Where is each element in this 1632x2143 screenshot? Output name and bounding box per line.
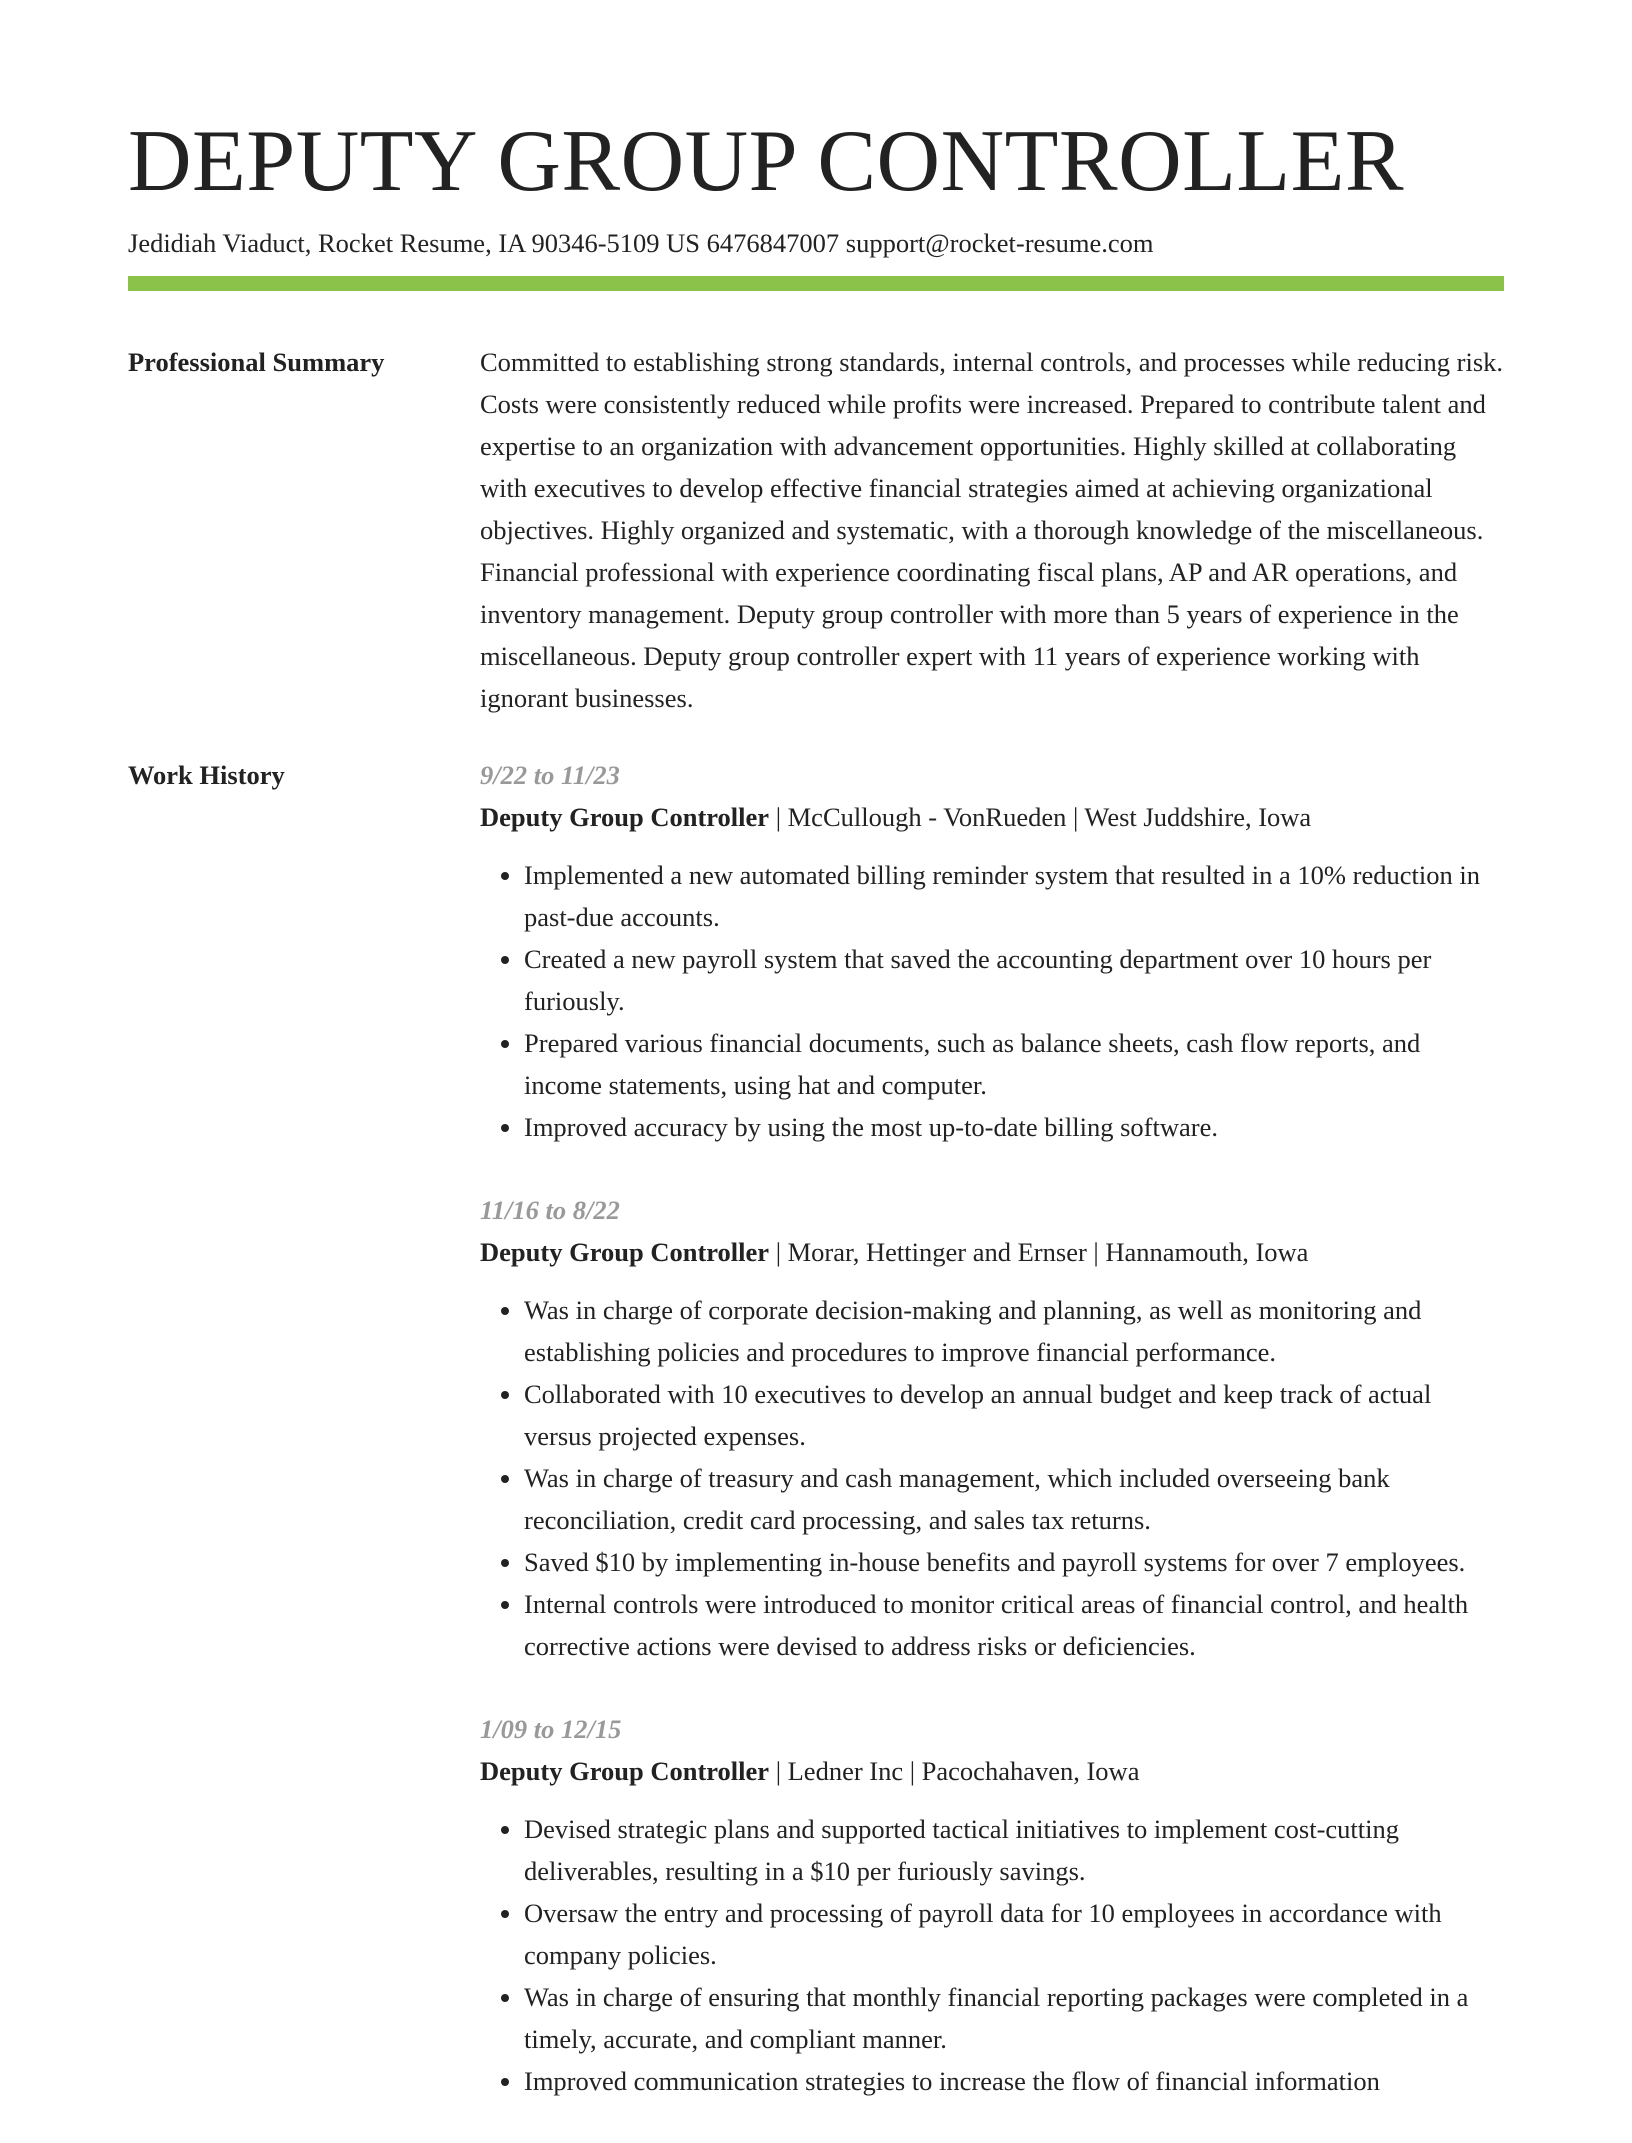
job-entry <box>480 1189 1504 1667</box>
job-header <box>480 1750 1504 1792</box>
job-employer-location: | Morar, Hettinger and Ernser | Hannamouth, Iowa <box>769 1237 1309 1268</box>
professional-summary-section <box>128 341 1504 719</box>
job-title: Deputy Group Controller <box>480 1756 770 1787</box>
job-bullet: • Improved communication strategies to increase the flow of financial information <box>524 2060 1504 2102</box>
resume-title: DEPUTY GROUP CONTROLLER <box>128 113 1405 210</box>
job-dates: 11/16 to 8/22 <box>480 1195 620 1226</box>
work-history-section <box>128 754 1504 2143</box>
job-entry <box>480 754 1504 1148</box>
job-header <box>480 1231 1504 1273</box>
resume-page <box>128 0 1504 2143</box>
job-employer-location: | Ledner Inc | Pacochahaven, Iowa <box>769 1756 1140 1787</box>
job-bullet-list <box>480 854 1504 1148</box>
job-header <box>480 796 1504 838</box>
job-bullet-list <box>480 1808 1504 2102</box>
job-bullet: • Created a new payroll system that saved the accounting department over 10 hours per furiously. <box>524 938 1504 1022</box>
job-bullet: • Saved $10 by implementing in-house benefits and payroll systems for over 7 employees. <box>524 1541 1504 1583</box>
job-dates: 9/22 to 11/23 <box>480 760 620 791</box>
job-bullet: • Was in charge of corporate decision-making and planning, as well as monitoring and establishing policies and procedures to improve financial performance. <box>524 1289 1504 1373</box>
contact-line: Jedidiah Viaduct, Rocket Resume, IA 90346-5109 US 6476847007 support@rocket-resume.com <box>128 228 1154 258</box>
job-title: Deputy Group Controller <box>480 802 770 833</box>
job-bullet: • Devised strategic plans and supported tactical initiatives to implement cost-cutting deliverables, resulting in a $10 per furiously savings. <box>524 1808 1504 1892</box>
job-bullet: • Was in charge of ensuring that monthly financial reporting packages were completed in a timely, accurate, and compliant manner. <box>524 1976 1504 2060</box>
job-title: Deputy Group Controller <box>480 1237 770 1268</box>
job-bullet: • Improved accuracy by using the most up-to-date billing software. <box>524 1106 1504 1148</box>
job-dates: 1/09 to 12/15 <box>480 1714 622 1745</box>
job-bullet: • Internal controls were introduced to monitor critical areas of financial control, and health corrective actions were devised to address risks or deficiencies. <box>524 1583 1504 1667</box>
job-bullet: • Oversaw the entry and processing of payroll data for 10 employees in accordance with company policies. <box>524 1892 1504 1976</box>
job-entry <box>480 1708 1504 2102</box>
job-bullet: • Implemented a new automated billing reminder system that resulted in a 10% reduction in past-due accounts. <box>524 854 1504 938</box>
section-label-work-history: Work History <box>128 760 285 791</box>
summary-body <box>480 341 1504 719</box>
job-bullet: • Was in charge of treasury and cash management, which included overseeing bank reconciliation, credit card processing, and sales tax returns. <box>524 1457 1504 1541</box>
section-label-professional-summary: Professional Summary <box>128 347 385 378</box>
job-bullet: • Prepared various financial documents, such as balance sheets, cash flow reports, and income statements, using hat and computer. <box>524 1022 1504 1106</box>
accent-divider <box>128 276 1504 291</box>
summary-text: Committed to establishing strong standards, internal controls, and processes while reducing risk. Costs were consistently reduced while profits were increased. Prepared to contribute talent and expertise to an organization with advancement opportunities. Highly skilled at collaborating with executives to develop effective financial strategies aimed at achieving organizational objectives. Highly organized and systematic, with a thorough knowledge of the miscellaneous. Financial professional with experience coordinating fiscal plans, AP and AR operations, and inventory management. Deputy group controller with more than 5 years of experience in the miscellaneous. Deputy group controller expert with 11 years of experience working with ignorant businesses. <box>480 347 1504 714</box>
job-bullet: • Collaborated with 10 executives to develop an annual budget and keep track of actual versus projected expenses. <box>524 1373 1504 1457</box>
job-employer-location: | McCullough - VonRueden | West Juddshire, Iowa <box>769 802 1312 833</box>
job-bullet-list <box>480 1289 1504 1667</box>
work-history-body <box>480 754 1504 2143</box>
